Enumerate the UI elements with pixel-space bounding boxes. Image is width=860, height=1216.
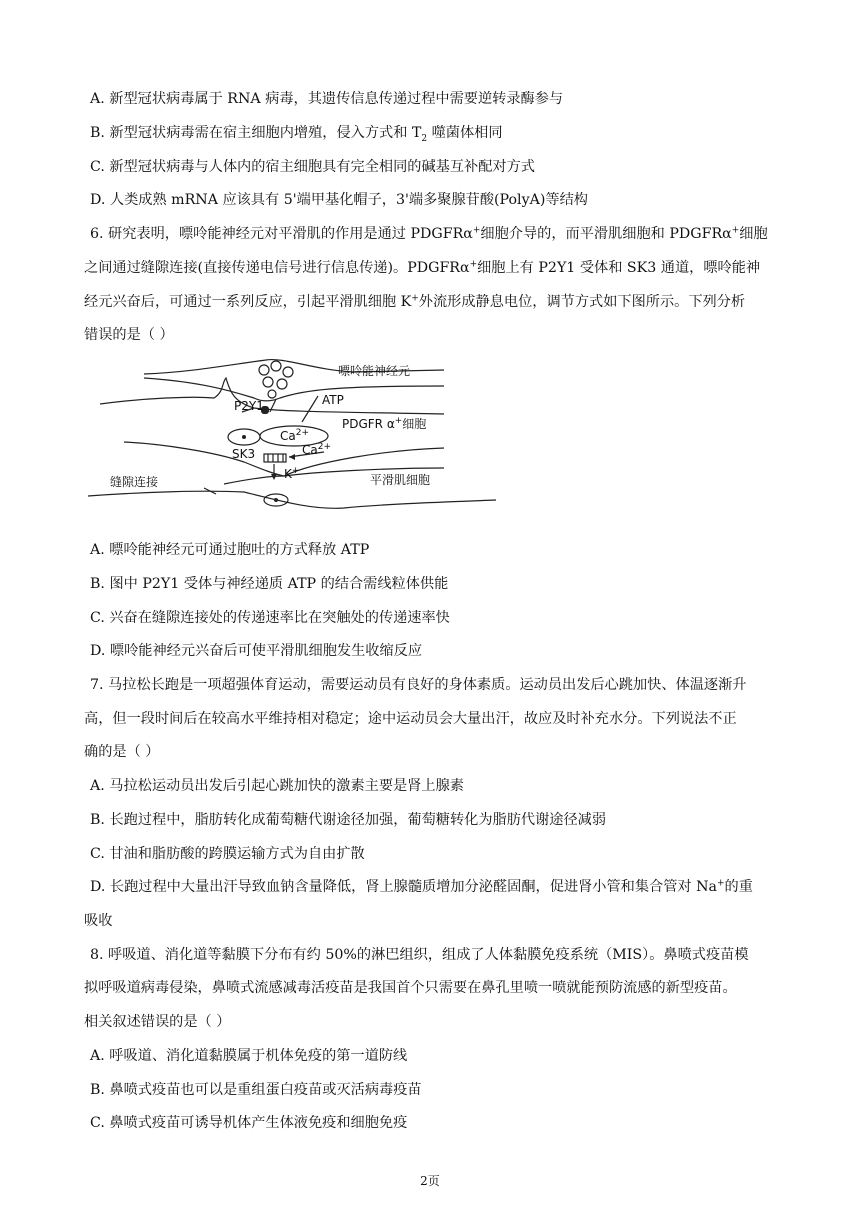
q7-option-c: C. 甘油和脂肪酸的跨膜运输方式为自由扩散 xyxy=(90,846,365,862)
label-ca2: $Ca^{2+}$ xyxy=(302,442,332,457)
q5-option-c: C. 新型冠状病毒与人体内的宿主细胞具有完全相同的碱基互补配对方式 xyxy=(90,159,535,175)
q5-option-a: A. 新型冠状病毒属于 RNA 病毒，其遗传信息传递过程中需要逆转录酶参与 xyxy=(90,91,564,107)
q8-option-a: A. 呼吸道、消化道黏膜属于机体免疫的第一道防线 xyxy=(90,1048,408,1064)
q8-stem-line3: 相关叙述错误的是（ ） xyxy=(84,1014,231,1030)
q6-stem-line3: 经元兴奋后，可通过一系列反应，引起平滑肌细胞 K+外流形成静息电位，调节方式如下图所示。下列分析 xyxy=(84,293,746,310)
q7-option-b: B. 长跑过程中，脂肪转化成葡萄糖代谢途径加强，葡萄糖转化为脂肪代谢途径减弱 xyxy=(90,812,607,828)
label-k: K+ xyxy=(284,466,300,481)
q8-option-c: C. 鼻喷式疫苗可诱导机体产生体液免疫和细胞免疫 xyxy=(90,1115,408,1131)
q6-figure xyxy=(84,352,504,510)
q6-stem-line4: 错误的是（ ） xyxy=(84,327,174,343)
q6-option-d: D. 嘌呤能神经元兴奋后可使平滑肌细胞发生收缩反应 xyxy=(90,643,423,659)
q5-option-b: B. 新型冠状病毒需在宿主细胞内增殖，侵入方式和 $T_2$ 噬菌体相同 xyxy=(90,125,503,144)
smooth-muscle-lower xyxy=(88,491,496,508)
q7-stem-line3: 确的是（ ） xyxy=(84,744,160,760)
label-sk3: SK3 xyxy=(232,447,256,461)
label-gap-junction: 缝隙连接 xyxy=(110,475,159,489)
q6-option-b: B. 图中 P2Y1 受体与神经递质 ATP 的结合需线粒体供能 xyxy=(90,576,449,592)
label-ca1: $Ca^{2+}$ xyxy=(280,428,310,443)
label-p2y1: P2Y1 xyxy=(234,399,264,413)
q7-option-d-cont: 吸收 xyxy=(84,913,113,929)
q6-option-a: A. 嘌呤能神经元可通过胞吐的方式释放 ATP xyxy=(90,542,370,558)
label-atp: ATP xyxy=(322,393,344,407)
label-neuron: 嘌呤能神经元 xyxy=(338,364,411,378)
q7-stem-line2: 高，但一段时间后在较高水平维持相对稳定；途中运动员会大量出汗，故应及时补充水分。下列说法不正 xyxy=(84,711,737,727)
q8-option-b: B. 鼻喷式疫苗也可以是重组蛋白疫苗或灭活病毒疫苗 xyxy=(90,1082,422,1098)
page-number: 2页 xyxy=(420,1174,440,1188)
q7-stem-line1: 7. 马拉松长跑是一项超强体育运动，需要运动员有良好的身体素质。运动员出发后心跳加快、体温逐渐升 xyxy=(90,677,747,693)
label-smooth-muscle: 平滑肌细胞 xyxy=(370,473,431,487)
q5-option-d: D. 人类成熟 mRNA 应该具有 5'端甲基化帽子，3'端多聚腺苷酸(PolyA)等结构 xyxy=(90,192,588,208)
q7-option-a: A. 马拉松运动员出发后引起心跳加快的激素主要是肾上腺素 xyxy=(90,778,464,794)
q6-stem-line1: 6. 研究表明，嘌呤能神经元对平滑肌的作用是通过 PDGFRα+细胞介导的，而平滑肌细胞和 PDGFRα+细胞 xyxy=(90,225,768,242)
q6-stem-line2: 之间通过缝隙连接(直接传递电信号进行信息传递)。PDGFRα+细胞上有 P2Y1 受体和 SK3 通道，嘌呤能神 xyxy=(84,259,761,276)
q7-option-d: D. 长跑过程中大量出汗导致血钠含量降低，肾上腺髓质增加分泌醛固酮，促进肾小管和集合管对 Na+的重 xyxy=(90,878,753,895)
q8-stem-line2: 拟呼吸道病毒侵染，鼻喷式流感减毒活疫苗是我国首个只需要在鼻孔里喷一喷就能预防流感的新型疫苗。 xyxy=(84,980,737,996)
q6-option-c: C. 兴奋在缝隙连接处的传递速率比在突触处的传递速率快 xyxy=(90,610,450,626)
label-pdgfr: PDGFR α+细胞 xyxy=(342,416,427,431)
q8-stem-line1: 8. 呼吸道、消化道等黏膜下分布有约 50%的淋巴组织，组成了人体黏膜免疫系统（MIS）。鼻喷式疫苗模 xyxy=(90,947,749,963)
